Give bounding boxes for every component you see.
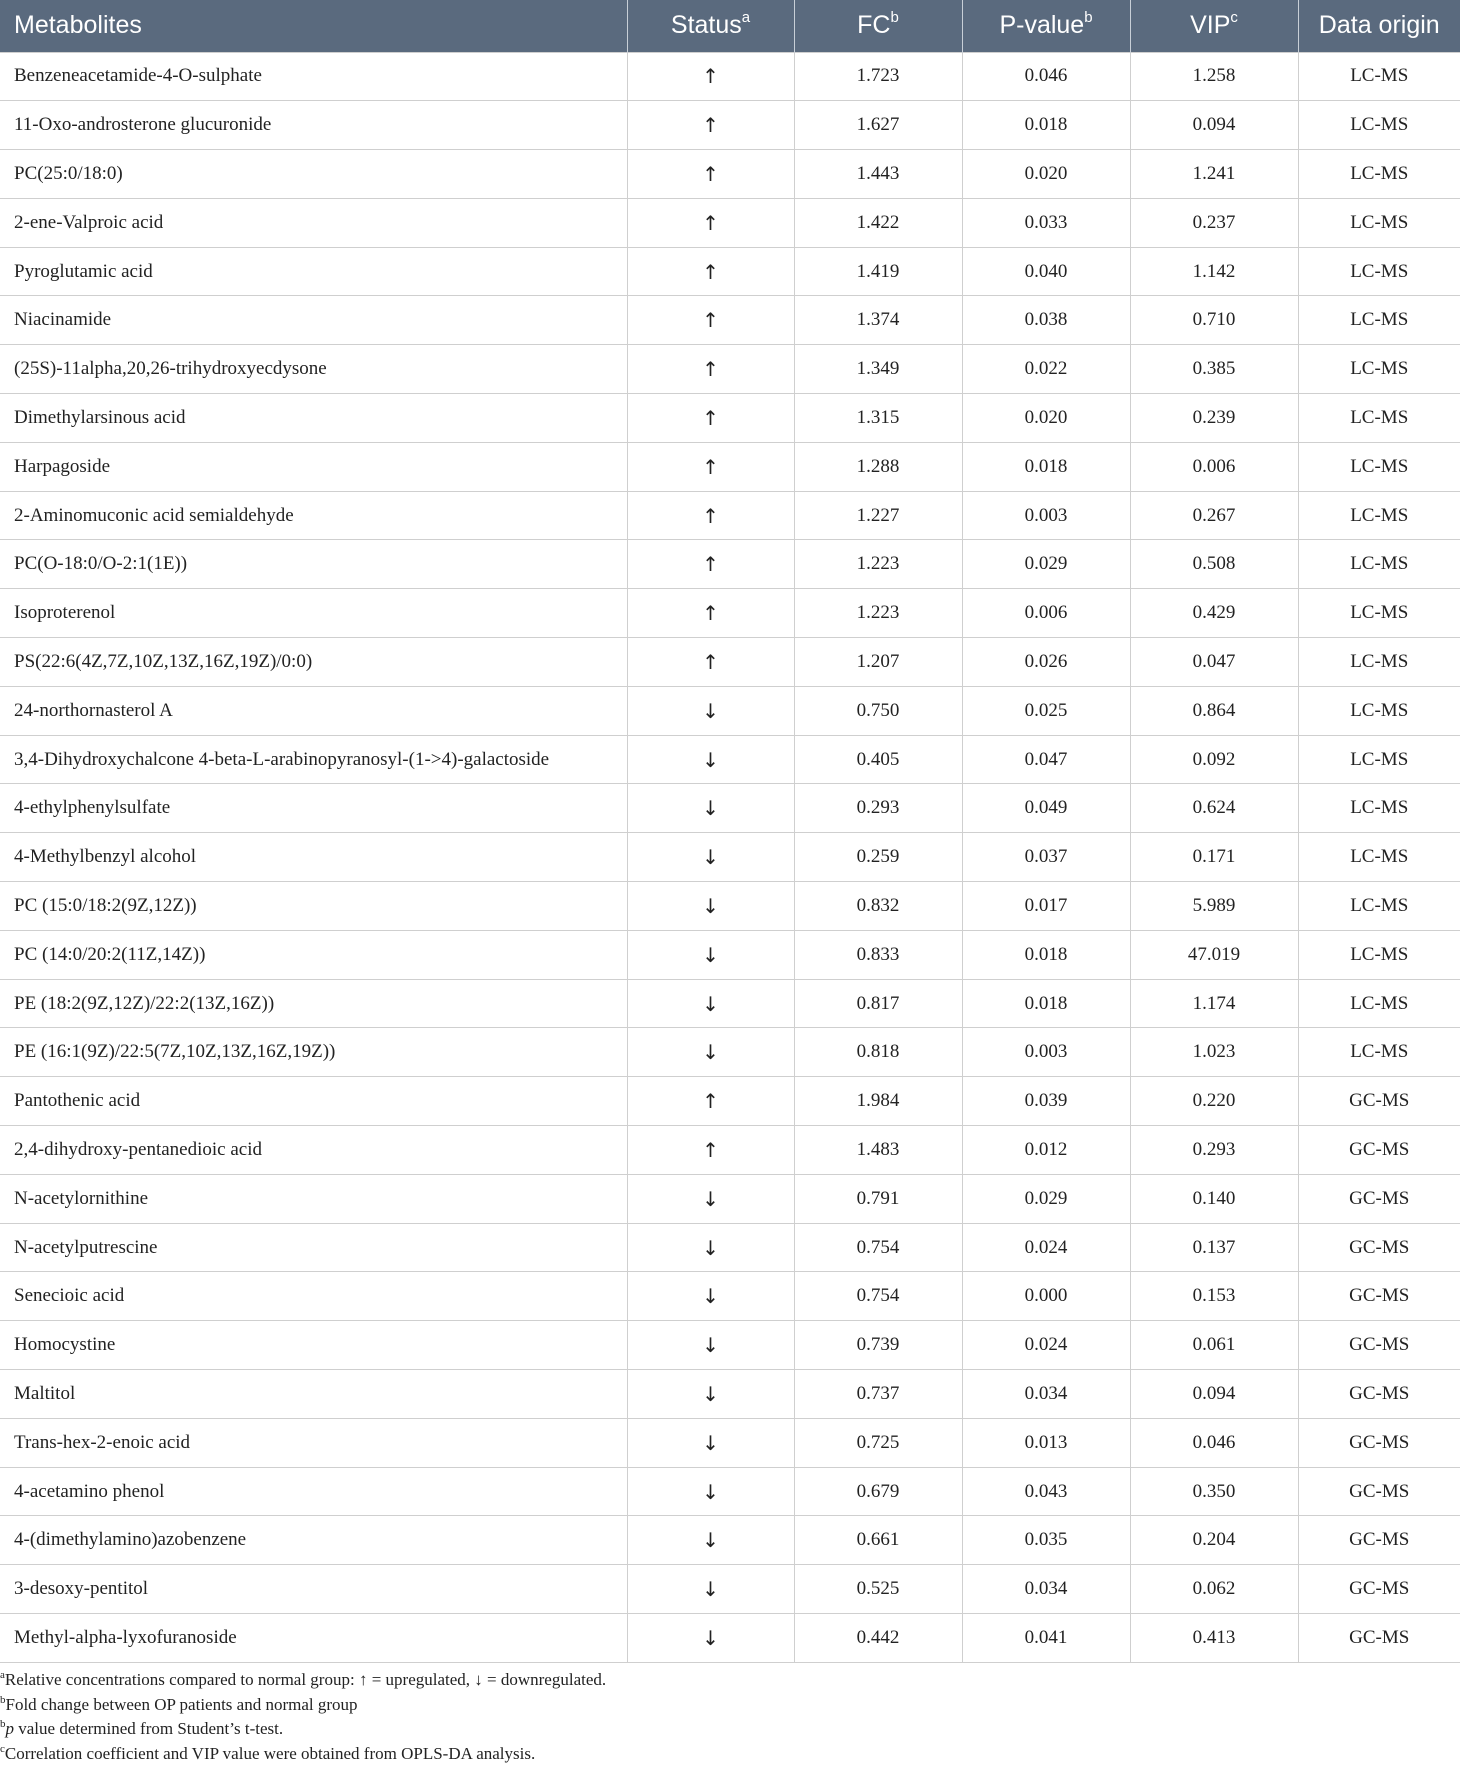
metabolite-cell: Dimethylarsinous acid xyxy=(0,394,627,443)
status-cell: ↓ xyxy=(627,735,794,784)
metabolite-cell: 4-acetamino phenol xyxy=(0,1467,627,1516)
metabolite-cell: Senecioic acid xyxy=(0,1272,627,1321)
data-origin-cell: GC-MS xyxy=(1298,1370,1460,1419)
status-cell: ↑ xyxy=(627,1077,794,1126)
vip-cell: 0.350 xyxy=(1130,1467,1298,1516)
fc-cell: 0.661 xyxy=(794,1516,962,1565)
vip-cell: 1.241 xyxy=(1130,150,1298,199)
table-row xyxy=(0,784,1460,833)
p-value-cell: 0.046 xyxy=(962,52,1130,101)
vip-cell: 0.624 xyxy=(1130,784,1298,833)
footnote-mark: c xyxy=(0,1742,5,1755)
table-row xyxy=(0,833,1460,882)
vip-cell: 0.710 xyxy=(1130,296,1298,345)
p-value-cell: 0.043 xyxy=(962,1467,1130,1516)
data-origin-cell: LC-MS xyxy=(1298,638,1460,687)
data-origin-cell: GC-MS xyxy=(1298,1126,1460,1175)
table-row xyxy=(0,1614,1460,1663)
data-origin-cell: LC-MS xyxy=(1298,345,1460,394)
metabolite-cell: 4-Methylbenzyl alcohol xyxy=(0,833,627,882)
status-cell: ↑ xyxy=(627,296,794,345)
metabolite-cell: 3-desoxy-pentitol xyxy=(0,1565,627,1614)
fc-cell: 1.207 xyxy=(794,638,962,687)
p-value-cell: 0.025 xyxy=(962,686,1130,735)
data-origin-cell: LC-MS xyxy=(1298,930,1460,979)
table-row xyxy=(0,1028,1460,1077)
status-cell: ↓ xyxy=(627,1272,794,1321)
footnote xyxy=(0,1742,1460,1767)
metabolite-cell: Benzeneacetamide-4-O-sulphate xyxy=(0,52,627,101)
status-cell: ↑ xyxy=(627,198,794,247)
metabolite-cell: Harpagoside xyxy=(0,442,627,491)
status-cell: ↑ xyxy=(627,491,794,540)
table-row xyxy=(0,979,1460,1028)
data-origin-cell: LC-MS xyxy=(1298,150,1460,199)
header-fc: $FC^b$ xyxy=(794,0,962,52)
data-origin-cell: LC-MS xyxy=(1298,198,1460,247)
p-value-cell: 0.029 xyxy=(962,540,1130,589)
p-value-cell: 0.018 xyxy=(962,442,1130,491)
data-origin-cell: GC-MS xyxy=(1298,1565,1460,1614)
footnote xyxy=(0,1668,1460,1693)
footnotes xyxy=(0,1668,1460,1766)
metabolite-cell: PS(22:6(4Z,7Z,10Z,13Z,16Z,19Z)/0:0) xyxy=(0,638,627,687)
data-origin-cell: GC-MS xyxy=(1298,1174,1460,1223)
fc-cell: 0.739 xyxy=(794,1321,962,1370)
fc-cell: 0.525 xyxy=(794,1565,962,1614)
p-value-cell: 0.040 xyxy=(962,247,1130,296)
data-origin-cell: GC-MS xyxy=(1298,1614,1460,1663)
fc-cell: 1.223 xyxy=(794,540,962,589)
table-row xyxy=(0,1418,1460,1467)
data-origin-cell: LC-MS xyxy=(1298,979,1460,1028)
footnote-text: Relative concentrations compared to normal group: ↑ = upregulated, ↓ = downregulated. xyxy=(4,1670,607,1689)
vip-cell: 0.220 xyxy=(1130,1077,1298,1126)
fc-cell: 0.259 xyxy=(794,833,962,882)
metabolite-cell: PE (16:1(9Z)/22:5(7Z,10Z,13Z,16Z,19Z)) xyxy=(0,1028,627,1077)
header-row xyxy=(0,0,1460,52)
vip-cell: 0.385 xyxy=(1130,345,1298,394)
status-cell: ↓ xyxy=(627,1174,794,1223)
p-value-cell: 0.029 xyxy=(962,1174,1130,1223)
p-value-cell: 0.026 xyxy=(962,638,1130,687)
footnote-mark: b xyxy=(0,1718,6,1730)
vip-cell: 0.153 xyxy=(1130,1272,1298,1321)
fc-cell: 1.315 xyxy=(794,394,962,443)
table-row xyxy=(0,686,1460,735)
header-data-origin: Data origin xyxy=(1318,11,1440,40)
header-metabolites: Metabolites xyxy=(0,0,627,52)
data-origin-cell: LC-MS xyxy=(1298,686,1460,735)
fc-cell: 0.442 xyxy=(794,1614,962,1663)
status-cell: ↑ xyxy=(627,101,794,150)
vip-cell: 0.204 xyxy=(1130,1516,1298,1565)
metabolite-cell: 2-Aminomuconic acid semialdehyde xyxy=(0,491,627,540)
status-cell: ↓ xyxy=(627,833,794,882)
metabolite-cell: N-acetylputrescine xyxy=(0,1223,627,1272)
status-cell: ↓ xyxy=(627,1614,794,1663)
metabolite-cell: Trans-hex-2-enoic acid xyxy=(0,1418,627,1467)
data-origin-cell: LC-MS xyxy=(1298,784,1460,833)
table-row xyxy=(0,1370,1460,1419)
vip-cell: 0.006 xyxy=(1130,442,1298,491)
fc-cell: 0.817 xyxy=(794,979,962,1028)
status-cell: ↓ xyxy=(627,1418,794,1467)
header-vip: VIP$^c$ xyxy=(1130,0,1298,52)
p-value-cell: 0.018 xyxy=(962,930,1130,979)
vip-cell: 0.094 xyxy=(1130,1370,1298,1419)
p-value-cell: 0.012 xyxy=(962,1126,1130,1175)
metabolite-cell: PE (18:2(9Z,12Z)/22:2(13Z,16Z)) xyxy=(0,979,627,1028)
status-cell: ↑ xyxy=(627,52,794,101)
table-row xyxy=(0,1223,1460,1272)
footnote-mark: b xyxy=(0,1693,6,1706)
table-row xyxy=(0,1516,1460,1565)
data-origin-cell: GC-MS xyxy=(1298,1223,1460,1272)
status-cell: ↑ xyxy=(627,1126,794,1175)
vip-cell: 1.258 xyxy=(1130,52,1298,101)
table-row xyxy=(0,101,1460,150)
fc-cell: 1.288 xyxy=(794,442,962,491)
data-origin-cell: GC-MS xyxy=(1298,1077,1460,1126)
p-value-cell: 0.034 xyxy=(962,1565,1130,1614)
vip-cell: 5.989 xyxy=(1130,882,1298,931)
p-value-cell: 0.000 xyxy=(962,1272,1130,1321)
fc-cell: 1.443 xyxy=(794,150,962,199)
status-cell: ↓ xyxy=(627,686,794,735)
footnote-mark: a xyxy=(0,1669,5,1681)
vip-cell: 1.174 xyxy=(1130,979,1298,1028)
status-cell: ↑ xyxy=(627,442,794,491)
table-row xyxy=(0,882,1460,931)
fc-cell: 1.627 xyxy=(794,101,962,150)
footnote-text: p value determined from Student’s t-test. xyxy=(5,1719,284,1738)
data-origin-cell: LC-MS xyxy=(1298,1028,1460,1077)
table-row xyxy=(0,1321,1460,1370)
fc-cell: 1.422 xyxy=(794,198,962,247)
p-value-cell: 0.020 xyxy=(962,150,1130,199)
fc-cell: 1.227 xyxy=(794,491,962,540)
fc-cell: 1.419 xyxy=(794,247,962,296)
data-origin-cell: LC-MS xyxy=(1298,540,1460,589)
status-cell: ↓ xyxy=(627,1370,794,1419)
status-cell: ↑ xyxy=(627,638,794,687)
status-cell: ↓ xyxy=(627,1565,794,1614)
table-row xyxy=(0,1467,1460,1516)
fc-cell: 1.483 xyxy=(794,1126,962,1175)
data-origin-cell: GC-MS xyxy=(1298,1272,1460,1321)
status-cell: ↑ xyxy=(627,589,794,638)
metabolite-cell: Isoproterenol xyxy=(0,589,627,638)
vip-cell: 0.061 xyxy=(1130,1321,1298,1370)
metabolite-cell: PC (15:0/18:2(9Z,12Z)) xyxy=(0,882,627,931)
footnote xyxy=(0,1717,1460,1742)
metabolite-cell: PC(25:0/18:0) xyxy=(0,150,627,199)
table-row xyxy=(0,589,1460,638)
table-row xyxy=(0,150,1460,199)
fc-cell: 0.754 xyxy=(794,1223,962,1272)
vip-cell: 0.413 xyxy=(1130,1614,1298,1663)
footnote-text: Fold change between OP patients and normal group xyxy=(5,1694,358,1714)
table-row xyxy=(0,1565,1460,1614)
p-value-cell: 0.039 xyxy=(962,1077,1130,1126)
table-row xyxy=(0,247,1460,296)
status-cell: ↑ xyxy=(627,540,794,589)
vip-cell: 0.508 xyxy=(1130,540,1298,589)
table-row xyxy=(0,1174,1460,1223)
status-cell: ↓ xyxy=(627,882,794,931)
metabolite-cell: N-acetylornithine xyxy=(0,1174,627,1223)
p-value-cell: 0.024 xyxy=(962,1321,1130,1370)
p-value-cell: 0.037 xyxy=(962,833,1130,882)
data-origin-cell: LC-MS xyxy=(1298,52,1460,101)
footnote xyxy=(0,1693,1460,1718)
status-cell: ↓ xyxy=(627,784,794,833)
status-cell: ↓ xyxy=(627,1467,794,1516)
vip-cell: 0.864 xyxy=(1130,686,1298,735)
status-cell: ↑ xyxy=(627,345,794,394)
p-value-cell: 0.013 xyxy=(962,1418,1130,1467)
table-row xyxy=(0,638,1460,687)
status-cell: ↓ xyxy=(627,930,794,979)
vip-cell: 0.293 xyxy=(1130,1126,1298,1175)
table-row xyxy=(0,296,1460,345)
fc-cell: 1.223 xyxy=(794,589,962,638)
metabolite-cell: 11-Oxo-androsterone glucuronide xyxy=(0,101,627,150)
header-p-value: P-value$^b$ xyxy=(962,0,1130,52)
vip-cell: 0.267 xyxy=(1130,491,1298,540)
p-value-cell: 0.033 xyxy=(962,198,1130,247)
vip-cell: 0.062 xyxy=(1130,1565,1298,1614)
status-cell: ↓ xyxy=(627,1028,794,1077)
p-value-cell: 0.038 xyxy=(962,296,1130,345)
fc-cell: 0.750 xyxy=(794,686,962,735)
p-value-cell: 0.049 xyxy=(962,784,1130,833)
table-row xyxy=(0,491,1460,540)
metabolite-cell: 24-northornasterol A xyxy=(0,686,627,735)
metabolite-cell: Maltitol xyxy=(0,1370,627,1419)
table-header xyxy=(0,0,1460,52)
metabolite-cell: Pantothenic acid xyxy=(0,1077,627,1126)
fc-cell: 0.405 xyxy=(794,735,962,784)
p-value-cell: 0.034 xyxy=(962,1370,1130,1419)
table-row xyxy=(0,735,1460,784)
table-row xyxy=(0,1077,1460,1126)
metabolite-cell: Niacinamide xyxy=(0,296,627,345)
table-row xyxy=(0,1272,1460,1321)
fc-cell: 0.679 xyxy=(794,1467,962,1516)
p-value-cell: 0.024 xyxy=(962,1223,1130,1272)
vip-cell: 0.171 xyxy=(1130,833,1298,882)
table-row xyxy=(0,52,1460,101)
header-status: Status$^a$ xyxy=(627,0,794,52)
fc-cell: 0.754 xyxy=(794,1272,962,1321)
p-value-cell: 0.018 xyxy=(962,101,1130,150)
vip-cell: 0.140 xyxy=(1130,1174,1298,1223)
p-value-cell: 0.018 xyxy=(962,979,1130,1028)
metabolite-cell: 2,4-dihydroxy-pentanedioic acid xyxy=(0,1126,627,1175)
fc-cell: 0.791 xyxy=(794,1174,962,1223)
metabolite-cell: PC(O-18:0/O-2:1(1E)) xyxy=(0,540,627,589)
data-origin-cell: LC-MS xyxy=(1298,589,1460,638)
metabolite-cell: 4-ethylphenylsulfate xyxy=(0,784,627,833)
vip-cell: 1.023 xyxy=(1130,1028,1298,1077)
data-origin-cell: GC-MS xyxy=(1298,1321,1460,1370)
status-cell: ↑ xyxy=(627,150,794,199)
status-cell: ↓ xyxy=(627,1321,794,1370)
fc-cell: 0.725 xyxy=(794,1418,962,1467)
vip-cell: 47.019 xyxy=(1130,930,1298,979)
status-cell: ↑ xyxy=(627,394,794,443)
metabolite-cell: 3,4-Dihydroxychalcone 4-beta-L-arabinopyranosyl-(1->4)-galactoside xyxy=(0,735,627,784)
status-cell: ↓ xyxy=(627,1516,794,1565)
vip-cell: 0.429 xyxy=(1130,589,1298,638)
data-origin-cell: LC-MS xyxy=(1298,442,1460,491)
status-cell: ↓ xyxy=(627,979,794,1028)
p-value-cell: 0.041 xyxy=(962,1614,1130,1663)
metabolite-cell: 2-ene-Valproic acid xyxy=(0,198,627,247)
metabolite-cell: (25S)-11alpha,20,26-trihydroxyecdysone xyxy=(0,345,627,394)
data-origin-cell: LC-MS xyxy=(1298,491,1460,540)
vip-cell: 0.094 xyxy=(1130,101,1298,150)
fc-cell: 1.349 xyxy=(794,345,962,394)
data-origin-cell: LC-MS xyxy=(1298,394,1460,443)
metabolite-cell: Pyroglutamic acid xyxy=(0,247,627,296)
p-value-cell: 0.035 xyxy=(962,1516,1130,1565)
vip-cell: 0.237 xyxy=(1130,198,1298,247)
data-origin-cell: LC-MS xyxy=(1298,833,1460,882)
fc-cell: 1.723 xyxy=(794,52,962,101)
p-value-cell: 0.006 xyxy=(962,589,1130,638)
data-origin-cell: LC-MS xyxy=(1298,247,1460,296)
p-value-cell: 0.020 xyxy=(962,394,1130,443)
metabolite-cell: PC (14:0/20:2(11Z,14Z)) xyxy=(0,930,627,979)
table-row xyxy=(0,1126,1460,1175)
metabolite-cell: Homocystine xyxy=(0,1321,627,1370)
status-cell: ↓ xyxy=(627,1223,794,1272)
vip-cell: 0.047 xyxy=(1130,638,1298,687)
fc-cell: 0.832 xyxy=(794,882,962,931)
data-origin-cell: GC-MS xyxy=(1298,1418,1460,1467)
p-value-cell: 0.017 xyxy=(962,882,1130,931)
p-value-cell: 0.003 xyxy=(962,491,1130,540)
vip-cell: 0.239 xyxy=(1130,394,1298,443)
table-row xyxy=(0,394,1460,443)
fc-cell: 0.293 xyxy=(794,784,962,833)
status-cell: ↑ xyxy=(627,247,794,296)
p-value-cell: 0.047 xyxy=(962,735,1130,784)
table-row xyxy=(0,930,1460,979)
table-row xyxy=(0,198,1460,247)
table-body xyxy=(0,52,1460,1662)
data-origin-cell: GC-MS xyxy=(1298,1467,1460,1516)
footnote-text: Correlation coefficient and VIP value were obtained from OPLS-DA analysis. xyxy=(4,1743,536,1763)
fc-cell: 1.374 xyxy=(794,296,962,345)
table-row xyxy=(0,345,1460,394)
fc-cell: 0.833 xyxy=(794,930,962,979)
table-row xyxy=(0,442,1460,491)
data-origin-cell: LC-MS xyxy=(1298,735,1460,784)
data-origin-cell: LC-MS xyxy=(1298,101,1460,150)
vip-cell: 0.092 xyxy=(1130,735,1298,784)
fc-cell: 0.818 xyxy=(794,1028,962,1077)
table-row xyxy=(0,540,1460,589)
metabolite-cell: 4-(dimethylamino)azobenzene xyxy=(0,1516,627,1565)
data-origin-cell: LC-MS xyxy=(1298,296,1460,345)
p-value-cell: 0.003 xyxy=(962,1028,1130,1077)
vip-cell: 0.046 xyxy=(1130,1418,1298,1467)
p-value-cell: 0.022 xyxy=(962,345,1130,394)
data-origin-cell: LC-MS xyxy=(1298,882,1460,931)
fc-cell: 0.737 xyxy=(794,1370,962,1419)
vip-cell: 1.142 xyxy=(1130,247,1298,296)
fc-cell: 1.984 xyxy=(794,1077,962,1126)
metabolite-cell: Methyl-alpha-lyxofuranoside xyxy=(0,1614,627,1663)
data-origin-cell: GC-MS xyxy=(1298,1516,1460,1565)
vip-cell: 0.137 xyxy=(1130,1223,1298,1272)
